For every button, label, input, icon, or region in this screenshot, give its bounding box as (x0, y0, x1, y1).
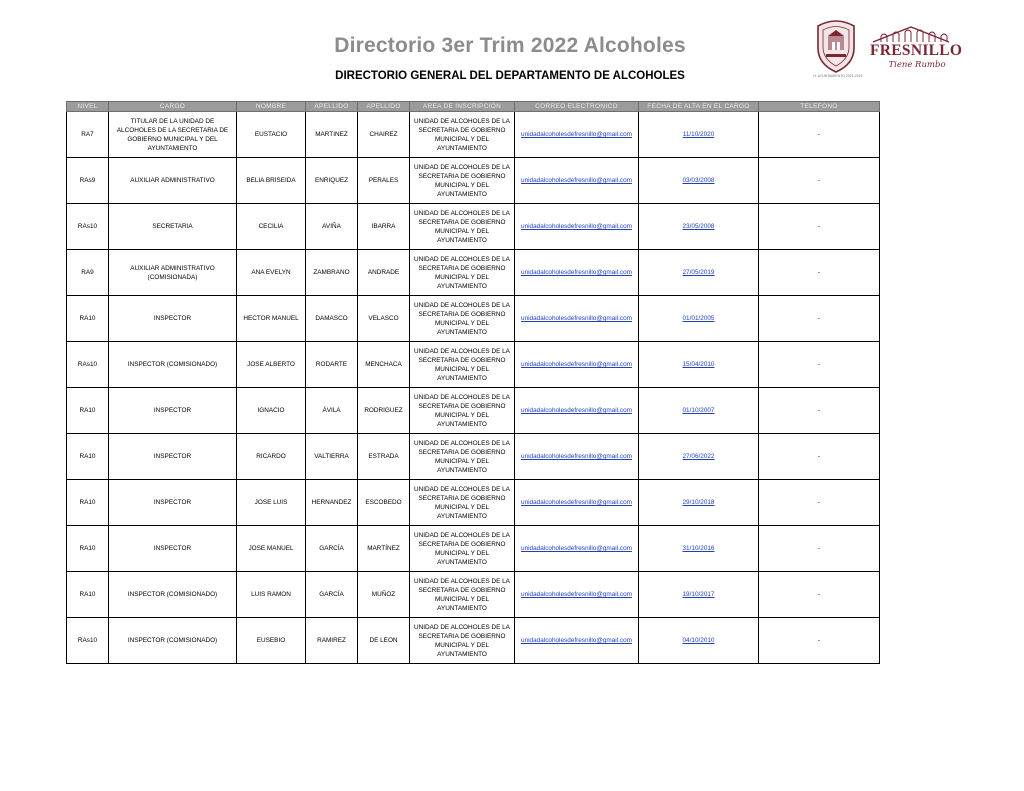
cell-apellido-materno: ESTRADA (358, 434, 410, 480)
cell-fecha[interactable]: 23/05/2008 (639, 204, 759, 250)
cell-apellido-paterno: HERNANDEZ (306, 480, 358, 526)
cell-telefono: - (759, 342, 880, 388)
cell-telefono: - (759, 572, 880, 618)
table-row (67, 572, 880, 618)
cell-cargo: AUXILIAR ADMINISTRATIVO (109, 158, 237, 204)
cell-cargo: INSPECTOR (109, 480, 237, 526)
brand-block (870, 24, 963, 74)
cell-fecha[interactable]: 01/01/2005 (639, 296, 759, 342)
cell-cargo: AUXILIAR ADMINISTRATIVO (COMISIONADA) (109, 250, 237, 296)
cell-apellido-paterno: DAMASCO (306, 296, 358, 342)
seal-caption: H. AYUNTAMIENTO 2021-2024 (813, 74, 863, 78)
cell-nombre: IGNACIO (237, 388, 306, 434)
cell-area: UNIDAD DE ALCOHOLES DE LA SECRETARIA DE GOBIERNO MUNICIPAL Y DEL AYUNTAMIENTO (410, 112, 515, 158)
cell-telefono: - (759, 480, 880, 526)
brand-name: FRESNILLO (870, 42, 963, 59)
cell-nombre: EUSEBIO (237, 618, 306, 664)
cell-apellido-paterno: RAMIREZ (306, 618, 358, 664)
cell-nivel: RA10 (67, 572, 109, 618)
cell-fecha[interactable]: 31/10/2016 (639, 526, 759, 572)
cell-apellido-paterno: ENRIQUEZ (306, 158, 358, 204)
cell-email-link[interactable]: unidadalcoholesdefresnillo@gmail.com (515, 572, 639, 618)
cell-email-link[interactable]: unidadalcoholesdefresnillo@gmail.com (515, 112, 639, 158)
cell-nombre: EUSTACIO (237, 112, 306, 158)
cell-apellido-materno: ANDRADE (358, 250, 410, 296)
cell-nombre: LUIS RAMON (237, 572, 306, 618)
cell-email-link[interactable]: unidadalcoholesdefresnillo@gmail.com (515, 158, 639, 204)
cell-apellido-materno: RODRIGUEZ (358, 388, 410, 434)
cell-cargo: TITULAR DE LA UNIDAD DE ALCOHOLES DE LA SECRETARIA DE GOBIERNO MUNICIPAL Y DEL AYUNTAMIENTO (109, 112, 237, 158)
cell-area: UNIDAD DE ALCOHOLES DE LA SECRETARIA DE GOBIERNO MUNICIPAL Y DEL AYUNTAMIENTO (410, 388, 515, 434)
header-correo: CORREO ELECTRONICO (515, 102, 639, 112)
cell-fecha[interactable]: 11/10/2020 (639, 112, 759, 158)
cell-apellido-materno: VELASCO (358, 296, 410, 342)
cell-apellido-materno: MENCHACA (358, 342, 410, 388)
cell-area: UNIDAD DE ALCOHOLES DE LA SECRETARIA DE GOBIERNO MUNICIPAL Y DEL AYUNTAMIENTO (410, 434, 515, 480)
cell-nombre: HECTOR MANUEL (237, 296, 306, 342)
table-row (67, 526, 880, 572)
cell-nivel: RAs10 (67, 618, 109, 664)
header-apellido-materno: APELLIDO (358, 102, 410, 112)
cell-nombre: BELIA BRISEIDA (237, 158, 306, 204)
cell-apellido-materno: DE LEON (358, 618, 410, 664)
cell-apellido-paterno: ZAMBRANO (306, 250, 358, 296)
municipal-seal-icon (812, 18, 860, 74)
brand-tagline: Tiene Rumbo (888, 60, 946, 70)
cell-email-link[interactable]: unidadalcoholesdefresnillo@gmail.com (515, 388, 639, 434)
cell-apellido-materno: CHAIREZ (358, 112, 410, 158)
cell-email-link[interactable]: unidadalcoholesdefresnillo@gmail.com (515, 342, 639, 388)
cell-fecha[interactable]: 27/06/2022 (639, 434, 759, 480)
table-header-row (67, 102, 880, 112)
cell-nivel: RAs9 (67, 158, 109, 204)
cell-apellido-paterno: GARCÍA (306, 526, 358, 572)
table-row (67, 388, 880, 434)
cell-nivel: RAs10 (67, 204, 109, 250)
table-row (67, 434, 880, 480)
cell-apellido-materno: PERALES (358, 158, 410, 204)
table-row (67, 618, 880, 664)
cell-telefono: - (759, 434, 880, 480)
cell-fecha[interactable]: 19/10/2017 (639, 572, 759, 618)
cell-nivel: RA10 (67, 434, 109, 480)
cell-apellido-paterno: ÁVILA (306, 388, 358, 434)
cell-apellido-paterno: VALTIERRA (306, 434, 358, 480)
cell-apellido-paterno: MARTINEZ (306, 112, 358, 158)
cell-telefono: - (759, 204, 880, 250)
cell-telefono: - (759, 618, 880, 664)
cell-fecha[interactable]: 01/10/2007 (639, 388, 759, 434)
document-subtitle: DIRECTORIO GENERAL DEL DEPARTAMENTO DE ALCOHOLES (335, 70, 685, 82)
cell-apellido-materno: MUÑOZ (358, 572, 410, 618)
cell-area: UNIDAD DE ALCOHOLES DE LA SECRETARIA DE GOBIERNO MUNICIPAL Y DEL AYUNTAMIENTO (410, 296, 515, 342)
cell-email-link[interactable]: unidadalcoholesdefresnillo@gmail.com (515, 526, 639, 572)
table-row (67, 296, 880, 342)
cell-nivel: RA10 (67, 480, 109, 526)
cell-area: UNIDAD DE ALCOHOLES DE LA SECRETARIA DE GOBIERNO MUNICIPAL Y DEL AYUNTAMIENTO (410, 342, 515, 388)
cell-area: UNIDAD DE ALCOHOLES DE LA SECRETARIA DE GOBIERNO MUNICIPAL Y DEL AYUNTAMIENTO (410, 158, 515, 204)
cell-cargo: INSPECTOR (109, 296, 237, 342)
cell-cargo: SECRETARIA (109, 204, 237, 250)
cell-cargo: INSPECTOR (COMISIONADO) (109, 342, 237, 388)
table-row (67, 112, 880, 158)
cell-area: UNIDAD DE ALCOHOLES DE LA SECRETARIA DE GOBIERNO MUNICIPAL Y DEL AYUNTAMIENTO (410, 480, 515, 526)
cell-cargo: INSPECTOR (109, 434, 237, 480)
header-apellido-paterno: APELLIDO (306, 102, 358, 112)
table-row (67, 250, 880, 296)
cell-area: UNIDAD DE ALCOHOLES DE LA SECRETARIA DE GOBIERNO MUNICIPAL Y DEL AYUNTAMIENTO (410, 250, 515, 296)
cell-nivel: RAs10 (67, 342, 109, 388)
header-cargo: CARGO (109, 102, 237, 112)
cell-telefono: - (759, 158, 880, 204)
table-row (67, 158, 880, 204)
header-telefono: TELEFONO (759, 102, 880, 112)
cell-apellido-materno: IBARRA (358, 204, 410, 250)
cell-email-link[interactable]: unidadalcoholesdefresnillo@gmail.com (515, 434, 639, 480)
cell-area: UNIDAD DE ALCOHOLES DE LA SECRETARIA DE GOBIERNO MUNICIPAL Y DEL AYUNTAMIENTO (410, 526, 515, 572)
cell-nombre: JOSE LUIS (237, 480, 306, 526)
cell-nombre: RICARDO (237, 434, 306, 480)
cell-apellido-paterno: GARCÍA (306, 572, 358, 618)
directory-table (66, 101, 880, 664)
header-nivel: NIVEL (67, 102, 109, 112)
cell-cargo: INSPECTOR (109, 526, 237, 572)
cell-telefono: - (759, 526, 880, 572)
cell-fecha[interactable]: 03/03/2008 (639, 158, 759, 204)
table-row (67, 342, 880, 388)
cell-telefono: - (759, 250, 880, 296)
cell-nivel: RA7 (67, 112, 109, 158)
cell-apellido-paterno: AVIÑA (306, 204, 358, 250)
cell-email-link[interactable]: unidadalcoholesdefresnillo@gmail.com (515, 204, 639, 250)
cell-fecha[interactable]: 29/10/2018 (639, 480, 759, 526)
cell-apellido-paterno: RODARTE (306, 342, 358, 388)
cell-apellido-materno: MARTÍNEZ (358, 526, 410, 572)
cell-cargo: INSPECTOR (COMISIONADO) (109, 572, 237, 618)
cell-fecha[interactable]: 04/10/2010 (639, 618, 759, 664)
cell-telefono: - (759, 112, 880, 158)
cell-cargo: INSPECTOR (109, 388, 237, 434)
cell-email-link[interactable]: unidadalcoholesdefresnillo@gmail.com (515, 296, 639, 342)
cell-nivel: RA10 (67, 296, 109, 342)
cell-nombre: ANA EVELYN (237, 250, 306, 296)
cell-nivel: RA10 (67, 388, 109, 434)
cell-nombre: CECILIA (237, 204, 306, 250)
cell-email-link[interactable]: unidadalcoholesdefresnillo@gmail.com (515, 618, 639, 664)
cell-fecha[interactable]: 27/05/2019 (639, 250, 759, 296)
table-row (67, 480, 880, 526)
table-row (67, 204, 880, 250)
cell-email-link[interactable]: unidadalcoholesdefresnillo@gmail.com (515, 250, 639, 296)
cell-area: UNIDAD DE ALCOHOLES DE LA SECRETARIA DE GOBIERNO MUNICIPAL Y DEL AYUNTAMIENTO (410, 204, 515, 250)
cell-fecha[interactable]: 15/04/2010 (639, 342, 759, 388)
cell-nivel: RA9 (67, 250, 109, 296)
cell-telefono: - (759, 296, 880, 342)
cell-telefono: - (759, 388, 880, 434)
table-body (67, 112, 880, 664)
cell-apellido-materno: ESCOBEDO (358, 480, 410, 526)
cell-nombre: JOSE ALBERTO (237, 342, 306, 388)
cell-nombre: JOSE MANUEL (237, 526, 306, 572)
header-area: AREA DE INSCRIPCIÓN (410, 102, 515, 112)
fresnillo-logo (812, 18, 963, 78)
header-nombre: NOMBRE (237, 102, 306, 112)
cell-area: UNIDAD DE ALCOHOLES DE LA SECRETARIA DE GOBIERNO MUNICIPAL Y DEL AYUNTAMIENTO (410, 572, 515, 618)
header-fecha: FECHA DE ALTA EN EL CARGO (639, 102, 759, 112)
arches-icon (870, 24, 952, 44)
cell-area: UNIDAD DE ALCOHOLES DE LA SECRETARIA DE GOBIERNO MUNICIPAL Y DEL AYUNTAMIENTO (410, 618, 515, 664)
cell-nivel: RA10 (67, 526, 109, 572)
cell-cargo: INSPECTOR (COMISIONADO) (109, 618, 237, 664)
cell-email-link[interactable]: unidadalcoholesdefresnillo@gmail.com (515, 480, 639, 526)
page-title: Directorio 3er Trim 2022 Alcoholes (334, 34, 686, 57)
